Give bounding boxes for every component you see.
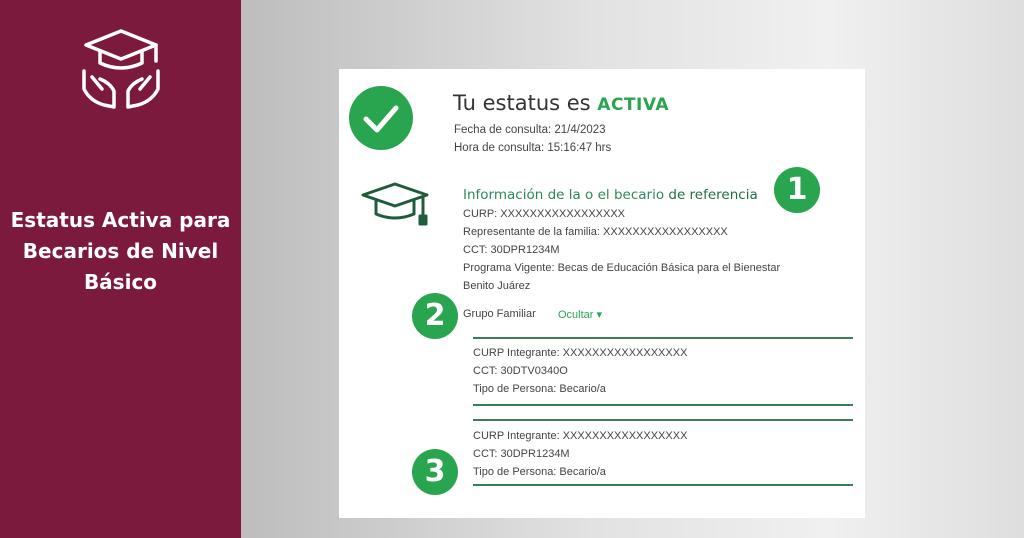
sidebar-title-line: Becarios de Nivel bbox=[22, 239, 219, 263]
status-prefix: Tu estatus es bbox=[453, 91, 591, 115]
divider bbox=[473, 337, 853, 339]
programa-vigente: Programa Vigente: Becas de Educación Básica para el Bienestar bbox=[463, 262, 781, 274]
left-panel bbox=[0, 0, 241, 538]
check-circle-icon bbox=[349, 86, 413, 150]
becario-cct: CCT: 30DPR1234M bbox=[463, 244, 560, 256]
member-tipo: Tipo de Persona: Becario/a bbox=[473, 466, 606, 478]
section-title-main: Información de la o el becario bbox=[463, 187, 665, 203]
representante-familia: Representante de la familia: XXXXXXXXXXXXXXXXX bbox=[463, 226, 728, 238]
badge-number-3: 3 bbox=[412, 449, 458, 495]
status-card bbox=[339, 69, 865, 518]
divider bbox=[473, 404, 853, 406]
badge-number-2: 2 bbox=[412, 293, 458, 339]
status-value: ACTIVA bbox=[597, 95, 670, 115]
badge-number-1: 1 bbox=[774, 167, 820, 213]
sidebar-title-line: Estatus Activa para bbox=[10, 208, 231, 232]
graduation-cap-icon bbox=[361, 181, 433, 237]
sidebar-title-line: Básico bbox=[83, 270, 158, 294]
member-tipo: Tipo de Persona: Becario/a bbox=[473, 383, 606, 395]
becario-curp: CURP: XXXXXXXXXXXXXXXXX bbox=[463, 208, 626, 220]
member-cct: CCT: 30DTV0340O bbox=[473, 365, 568, 377]
divider bbox=[473, 419, 853, 421]
hora-consulta: Hora de consulta: 15:16:47 hrs bbox=[454, 142, 612, 154]
divider bbox=[473, 484, 853, 486]
sidebar-title bbox=[0, 205, 241, 298]
member-curp: CURP Integrante: XXXXXXXXXXXXXXXXX bbox=[473, 347, 688, 359]
section-title-strong: de referencia bbox=[668, 187, 758, 203]
programa-vigente-cont: Benito Juárez bbox=[463, 280, 531, 292]
fecha-consulta: Fecha de consulta: 21/4/2023 bbox=[454, 124, 606, 136]
becario-section-title bbox=[463, 187, 758, 203]
graduation-cap-hands-icon bbox=[80, 27, 162, 111]
member-cct: CCT: 30DPR1234M bbox=[473, 448, 570, 460]
member-curp: CURP Integrante: XXXXXXXXXXXXXXXXX bbox=[473, 430, 688, 442]
grupo-familiar-label: Grupo Familiar bbox=[463, 308, 536, 320]
status-heading bbox=[453, 91, 669, 115]
ocultar-toggle[interactable]: Ocultar ▾ bbox=[558, 309, 603, 321]
